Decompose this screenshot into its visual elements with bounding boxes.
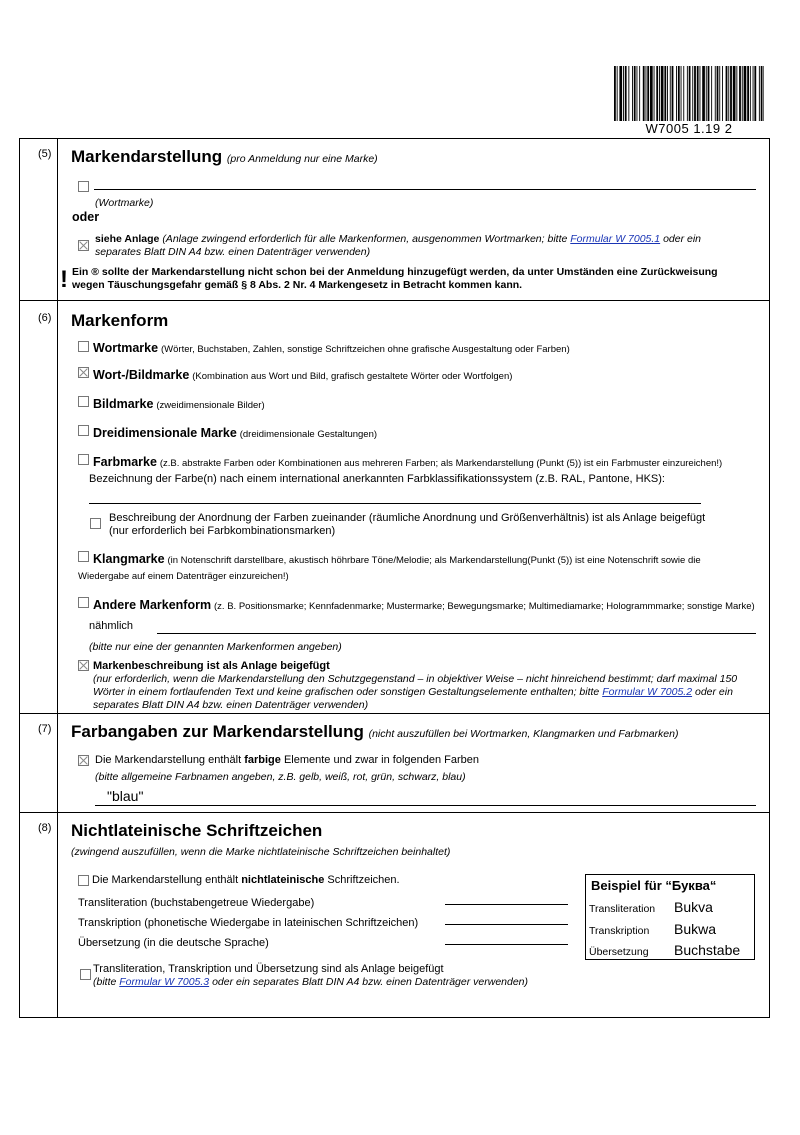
markenbeschreibung-note-line1: (nur erforderlich, wenn die Markendarstellung den Schutzgegenstand – in objektiver Weise – nicht hinreichend bestimmt; darf maximal 150 (93, 673, 738, 685)
farb-anordnung-text: Beschreibung der Anordnung der Farben zueinander (räumliche Anordnung und Größenverhältnis) ist als Anlage beigefügt (109, 512, 706, 524)
andere-markenform-option (93, 598, 755, 612)
table-divider (57, 138, 58, 1018)
farbangaben-value[interactable]: "blau" (107, 788, 144, 804)
farb-anordnung-note: (nur erforderlich bei Farbkombinationsmarken) (109, 525, 336, 537)
warning-text-line2: wegen Täuschungsgefahr gemäß § 8 Abs. 2 Nr. 4 Markengesetz in Betracht kommen kann. (72, 279, 523, 291)
farbmarke-option (93, 455, 722, 469)
formular-7005-1-link[interactable]: Formular W 7005.1 (570, 233, 661, 245)
section-title (71, 147, 378, 167)
siehe-anlage-note-end: oder ein (663, 233, 702, 245)
wortbildmarke-option (93, 368, 512, 382)
barcode-number: W7005 1.19 2 (645, 121, 733, 136)
bildmarke-option (93, 397, 265, 411)
uebersetzung-label: Übersetzung (in die deutsche Sprache) (78, 937, 269, 949)
section-subtitle: (zwingend auszufüllen, wenn die Marke nichtlateinische Schriftzeichen beinhaltet) (71, 846, 451, 858)
klangmarke-desc: (in Notenschrift darstellbare, akustisch höhrbare Töne/Melodie; als Markendarstellung(Punkt (5)) ist eine Notenschrift sowie die (167, 555, 701, 566)
farbmarke-checkbox[interactable] (78, 454, 89, 465)
farbangaben-input-line[interactable] (95, 805, 756, 806)
andere-markenform-desc: (z. B. Positionsmarke; Kennfadenmarke; Mustermarke; Bewegungsmarke; Multimediamarke; Hologrammmarke; sonstige Marke) (214, 601, 755, 612)
farbe-bezeichnung-label: Bezeichnung der Farbe(n) nach einem international anerkannten Farbklassifikationssystem (z.B. RAL, Pantone, HKS): (89, 473, 665, 485)
markenbeschreibung-checkbox[interactable] (78, 660, 89, 671)
anlage-schriftzeichen-text: Transliteration, Transkription und Übersetzung sind als Anlage beigefügt (93, 963, 444, 975)
section-title-note: (pro Anmeldung nur eine Marke) (226, 153, 378, 165)
row-divider (19, 300, 770, 301)
andere-markenform-checkbox[interactable] (78, 597, 89, 608)
klangmarke-checkbox[interactable] (78, 551, 89, 562)
row-divider (19, 713, 770, 714)
nichtlateinisch-text (92, 874, 400, 886)
klangmarke-label: Klangmarke (93, 552, 165, 566)
farbe-bezeichnung-input-line[interactable] (89, 503, 701, 504)
bildmarke-desc: (zweidimensionale Bilder) (156, 400, 265, 411)
farbmarke-label: Farbmarke (93, 455, 157, 469)
anlage-schriftzeichen-post: oder ein separates Blatt DIN A4 bzw. einen Datenträger verwenden) (212, 976, 529, 988)
markenbeschreibung-note-end: oder ein (694, 686, 733, 698)
anlage-schriftzeichen-note (93, 976, 528, 988)
transkription-input-line[interactable] (445, 924, 568, 925)
dreidimensional-label: Dreidimensionale Marke (93, 426, 237, 440)
markenbeschreibung-note-line2 (93, 686, 733, 698)
transliteration-input-line[interactable] (445, 904, 568, 905)
barcode (614, 66, 764, 121)
markenbeschreibung-note-line3: separates Blatt DIN A4 bzw. einen Datenträger verwenden) (93, 699, 369, 711)
beispiel-row-label: Transliteration (589, 903, 656, 915)
section-number: (8) (38, 822, 52, 834)
section-title: Markenform (71, 311, 169, 330)
transkription-label: Transkription (phonetische Wiedergabe in lateinischen Schriftzeichen) (78, 917, 419, 929)
beispiel-row-label: Übersetzung (589, 946, 649, 958)
markenbeschreibung-label: Markenbeschreibung ist als Anlage beigefügt (93, 660, 330, 672)
siehe-anlage-note: (Anlage zwingend erforderlich für alle Markenformen, ausgenommen Wortmarken; bitte (162, 233, 568, 245)
dreidimensional-option (93, 426, 377, 440)
beispiel-row-value: Buchstabe (674, 942, 741, 958)
dreidimensional-checkbox[interactable] (78, 425, 89, 436)
farbige-elemente-text (95, 754, 479, 766)
section-number: (5) (38, 148, 52, 160)
farb-anordnung-checkbox[interactable] (90, 518, 101, 529)
siehe-anlage-label: siehe Anlage (95, 233, 160, 245)
farbige-elemente-post: Elemente und zwar in folgenden Farben (283, 754, 480, 766)
wortmarke-desc: (Wörter, Buchstaben, Zahlen, sonstige Schriftzeichen ohne grafische Ausgestaltung oder Farben) (161, 344, 570, 355)
wortbildmarke-label: Wort-/Bildmarke (93, 368, 190, 382)
wortmarke-input-line[interactable] (94, 189, 756, 190)
formular-7005-2-link[interactable]: Formular W 7005.2 (602, 686, 693, 698)
wortmarke-checkbox[interactable] (78, 341, 89, 352)
anlage-schriftzeichen-checkbox[interactable] (80, 969, 91, 980)
section-title: Nichtlateinische Schriftzeichen (71, 821, 323, 840)
klangmarke-desc-line2: Wiedergabe auf einem Datenträger einzureichen!) (78, 571, 289, 582)
wortbildmarke-checkbox[interactable] (78, 367, 89, 378)
wortmarke-label: Wortmarke (93, 341, 159, 355)
klangmarke-option (93, 552, 701, 566)
siehe-anlage-note-line2: separates Blatt DIN A4 bzw. einen Datenträger verwenden) (95, 246, 371, 258)
wortbildmarke-desc: (Kombination aus Wort und Bild, grafisch gestaltete Wörter oder Wortfolgen) (192, 371, 513, 382)
nichtlateinisch-bold: nichtlateinische (241, 874, 325, 886)
wortmarke-option (93, 341, 570, 355)
section-title (71, 722, 678, 742)
beispiel-row-value: Bukwa (674, 921, 717, 937)
section-title-text: Farbangaben zur Markendarstellung (71, 722, 364, 741)
beispiel-row-value: Bukva (674, 899, 713, 915)
beispiel-title: Beispiel für “Буква“ (591, 878, 717, 893)
wortmarke-text-checkbox[interactable] (78, 181, 89, 192)
siehe-anlage-text (95, 233, 701, 245)
naemlich-label: nähmlich (89, 620, 134, 632)
nichtlateinisch-pre: Die Markendarstellung enthält (92, 874, 239, 886)
naemlich-hint: (bitte nur eine der genannten Markenformen angeben) (89, 641, 342, 653)
anlage-schriftzeichen-pre: (bitte (93, 976, 117, 988)
transliteration-label: Transliteration (buchstabengetreue Wiedergabe) (78, 897, 315, 909)
farbmarke-desc: (z.B. abstrakte Farben oder Kombinationen aus mehreren Farben; als Markendarstellung (Punkt (5)) ist ein Farbmuster einzureichen!) (159, 458, 723, 469)
bildmarke-label: Bildmarke (93, 397, 154, 411)
bildmarke-checkbox[interactable] (78, 396, 89, 407)
farbige-elemente-pre: Die Markendarstellung enthält (95, 754, 242, 766)
section-title-text: Markendarstellung (71, 147, 223, 166)
dreidimensional-desc: (dreidimensionale Gestaltungen) (239, 429, 378, 440)
warning-text-line1: Ein ® sollte der Markendarstellung nicht schon bei der Anmeldung hinzugefügt werden, da unter Umständen eine Zurückweisung (72, 266, 718, 278)
siehe-anlage-checkbox[interactable] (78, 240, 89, 251)
formular-7005-3-link[interactable]: Formular W 7005.3 (119, 976, 210, 988)
farbige-elemente-bold: farbige (244, 754, 281, 766)
wortmarke-caption: (Wortmarke) (95, 197, 154, 209)
naemlich-input-line[interactable] (157, 633, 756, 634)
section-title-note: (nicht auszufüllen bei Wortmarken, Klangmarken und Farbmarken) (368, 728, 679, 740)
andere-markenform-label: Andere Markenform (93, 598, 212, 612)
section-number: (7) (38, 723, 52, 735)
uebersetzung-input-line[interactable] (445, 944, 568, 945)
markenbeschreibung-note-text: Wörter in einem fortlaufenden Text und keine grafischen oder sonstigen Gestaltungselemente enthalten; bitte (93, 686, 600, 698)
section-number: (6) (38, 312, 52, 324)
beispiel-row-label: Transkription (589, 925, 650, 937)
farbangaben-hint: (bitte allgemeine Farbnamen angeben, z.B. gelb, weiß, rot, grün, schwarz, blau) (95, 771, 466, 783)
farbige-elemente-checkbox[interactable] (78, 755, 89, 766)
oder-label: oder (72, 210, 100, 224)
row-divider (19, 812, 770, 813)
nichtlateinisch-post: Schriftzeichen. (327, 874, 400, 886)
warning-icon: ! (60, 266, 68, 293)
nichtlateinisch-checkbox[interactable] (78, 875, 89, 886)
